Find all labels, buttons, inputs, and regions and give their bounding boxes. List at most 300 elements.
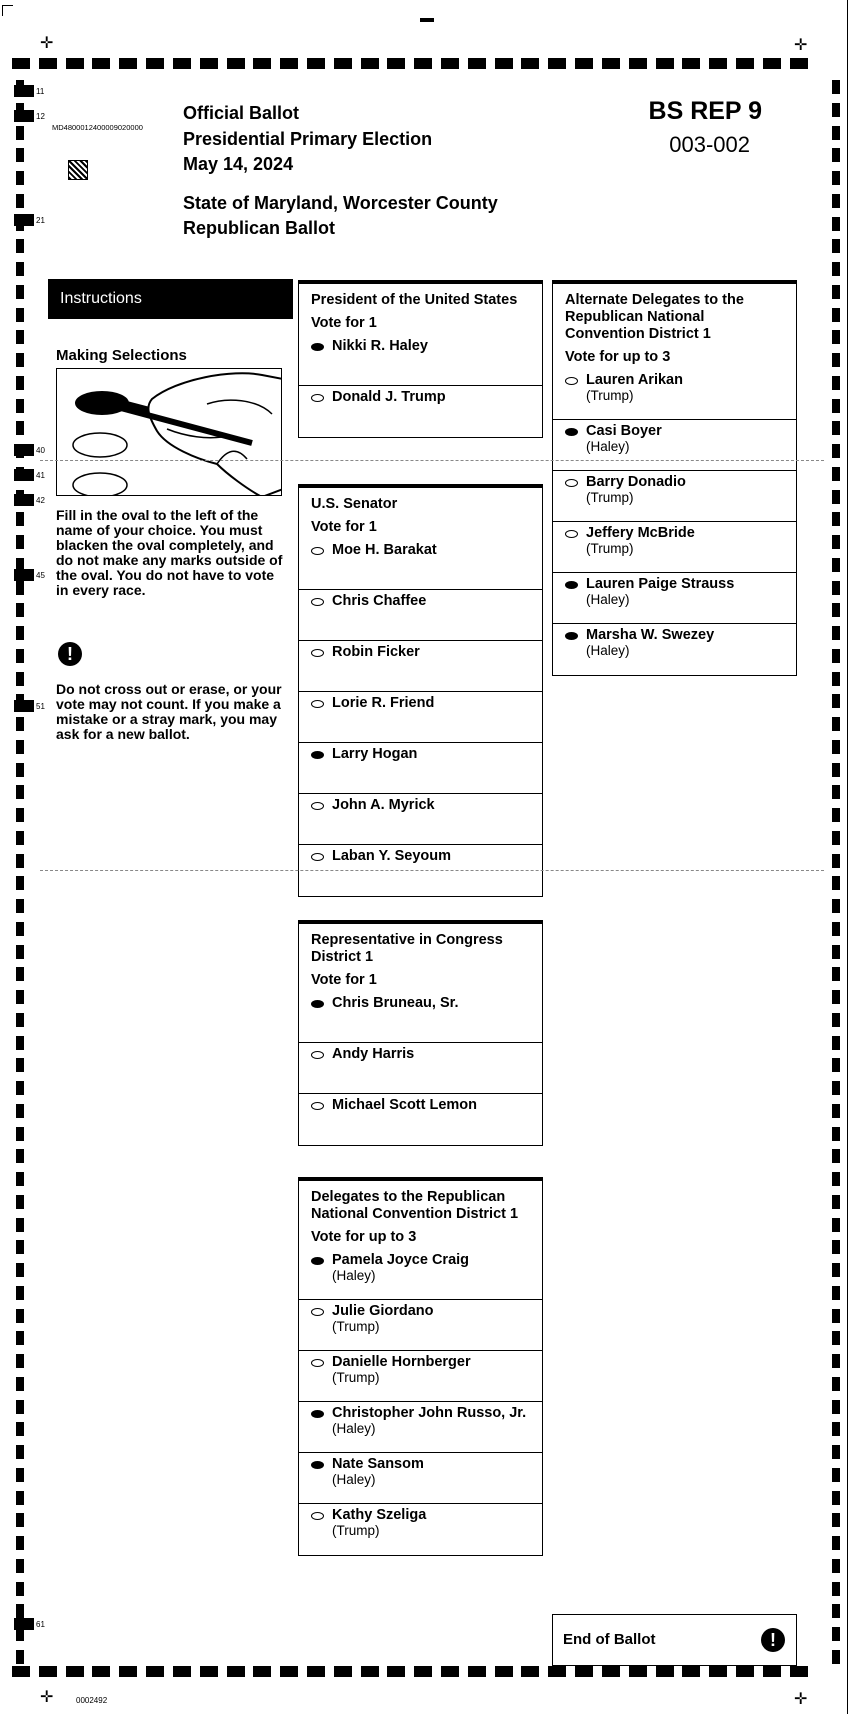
jurisdiction: State of Maryland, Worcester County — [183, 193, 498, 213]
timing-dash — [16, 831, 24, 845]
timing-dash — [16, 581, 24, 595]
making-selections-heading: Making Selections — [56, 347, 187, 364]
empty-oval[interactable] — [311, 700, 324, 708]
timing-dash — [361, 58, 379, 69]
timing-dash — [92, 58, 110, 69]
contest-title: Delegates to the Republican National Convention District 1 — [311, 1189, 519, 1222]
timing-dash — [832, 1240, 840, 1254]
candidate-affiliation: (Trump) — [586, 388, 634, 403]
timing-dash — [39, 58, 57, 69]
timing-dash — [832, 103, 840, 117]
timing-dash — [146, 1666, 164, 1677]
top-left-corner — [2, 5, 13, 16]
timing-dash — [832, 1331, 840, 1345]
candidate-option[interactable] — [299, 1504, 542, 1555]
candidate-affiliation: (Trump) — [332, 1319, 380, 1334]
timing-dash — [16, 1013, 24, 1027]
contest-president — [298, 280, 543, 438]
candidate-name: Barry Donadio — [586, 474, 686, 490]
barcode-text: MD4800012400009020000 — [52, 123, 143, 132]
timing-dash — [736, 1666, 754, 1677]
timing-dash — [832, 649, 840, 663]
timing-dash — [832, 626, 840, 640]
timing-dash — [253, 58, 271, 69]
timing-dash — [16, 1377, 24, 1391]
candidate-option[interactable] — [553, 471, 796, 522]
timing-dash — [16, 1081, 24, 1095]
timing-dash — [832, 1127, 840, 1141]
candidate-option[interactable] — [299, 992, 542, 1043]
timing-dash — [832, 1104, 840, 1118]
empty-oval[interactable] — [311, 1512, 324, 1520]
timing-dash — [16, 1354, 24, 1368]
timing-dash — [16, 399, 24, 413]
party-ballot: Republican Ballot — [183, 218, 336, 238]
timing-dash — [832, 581, 840, 595]
candidate-name: Larry Hogan — [332, 746, 418, 762]
candidate-option[interactable] — [299, 1094, 542, 1145]
timing-mark-label: 51 — [36, 702, 45, 711]
candidate-name: Christopher John Russo, Jr. — [332, 1405, 527, 1421]
timing-dash — [119, 1666, 137, 1677]
timing-dash — [832, 308, 840, 322]
timing-dash — [414, 1666, 432, 1677]
timing-dash — [832, 808, 840, 822]
timing-dash — [832, 1536, 840, 1550]
timing-dash — [16, 603, 24, 617]
timing-dash — [832, 967, 840, 981]
timing-mark — [14, 700, 34, 712]
timing-dash — [709, 58, 727, 69]
timing-dash — [12, 58, 30, 69]
marking-illustration — [56, 368, 282, 496]
timing-dash — [173, 58, 191, 69]
candidate-name: Julie Giordano — [332, 1303, 434, 1319]
timing-dash — [832, 1422, 840, 1436]
timing-dash — [832, 1286, 840, 1300]
timing-dash — [832, 1491, 840, 1505]
timing-dash — [16, 717, 24, 731]
timing-dash — [832, 694, 840, 708]
timing-dash — [441, 1666, 459, 1677]
timing-mark-label: 41 — [36, 471, 45, 480]
candidate-option[interactable] — [299, 743, 542, 794]
timing-dash — [709, 1666, 727, 1677]
timing-dash — [832, 217, 840, 231]
timing-dash — [307, 1666, 325, 1677]
timing-dash — [16, 1263, 24, 1277]
timing-dash — [16, 1309, 24, 1323]
timing-dash — [832, 1354, 840, 1368]
empty-oval[interactable] — [311, 547, 324, 555]
candidate-name: Donald J. Trump — [332, 389, 446, 405]
timing-dash — [280, 1666, 298, 1677]
candidate-name: Lauren Arikan — [586, 372, 683, 388]
timing-dash — [16, 1445, 24, 1459]
filled-oval[interactable] — [311, 1000, 324, 1008]
timing-dash — [227, 1666, 245, 1677]
top-fold-mark — [420, 18, 434, 22]
vote-for-instruction: Vote for 1 — [311, 519, 377, 535]
timing-dash — [832, 558, 840, 572]
registration-crosshair: ✛ — [794, 37, 808, 54]
filled-oval[interactable] — [311, 343, 324, 351]
timing-dash — [832, 672, 840, 686]
candidate-option[interactable] — [299, 641, 542, 692]
empty-oval[interactable] — [565, 479, 578, 487]
timing-dash — [16, 1195, 24, 1209]
timing-dash — [575, 58, 593, 69]
timing-dash — [832, 717, 840, 731]
filled-oval[interactable] — [311, 1410, 324, 1418]
timing-dash — [468, 58, 486, 69]
timing-dash — [832, 990, 840, 1004]
timing-dash — [387, 58, 405, 69]
timing-dash — [16, 1422, 24, 1436]
timing-dash — [832, 922, 840, 936]
candidate-name: Chris Chaffee — [332, 593, 427, 609]
timing-dash — [832, 1650, 840, 1664]
timing-dash — [280, 58, 298, 69]
timing-dash — [832, 1604, 840, 1618]
timing-dash — [548, 58, 566, 69]
vote-for-instruction: Vote for up to 3 — [311, 1229, 417, 1245]
fill-instructions: Fill in the oval to the left of the name of your choice. You must blacken the oval completely, and do not make any marks outside of the oval. You do not have to vote in every race. — [56, 507, 283, 598]
timing-dash — [832, 490, 840, 504]
vote-for-instruction: Vote for 1 — [311, 972, 377, 988]
timing-dash — [16, 1331, 24, 1345]
election-name: Presidential Primary Election — [183, 129, 433, 149]
exclamation-icon: ! — [58, 642, 82, 666]
filled-oval[interactable] — [311, 1257, 324, 1265]
timing-dash — [387, 1666, 405, 1677]
registration-crosshair: ✛ — [794, 1691, 808, 1708]
filled-oval[interactable] — [565, 632, 578, 640]
timing-dash — [832, 330, 840, 344]
timing-dash — [602, 58, 620, 69]
timing-dash — [66, 58, 84, 69]
timing-dash — [656, 58, 674, 69]
timing-dash — [16, 945, 24, 959]
timing-dash — [16, 126, 24, 140]
timing-dash — [414, 58, 432, 69]
timing-dash — [16, 308, 24, 322]
candidate-name: Lorie R. Friend — [332, 695, 435, 711]
candidate-affiliation: (Trump) — [586, 541, 634, 556]
timing-mark-label: 12 — [36, 112, 45, 121]
filled-oval[interactable] — [565, 428, 578, 436]
timing-dash — [16, 785, 24, 799]
timing-dash — [16, 262, 24, 276]
candidate-name: Nikki R. Haley — [332, 338, 428, 354]
timing-dash — [832, 512, 840, 526]
timing-dash — [16, 876, 24, 890]
candidate-option[interactable] — [299, 335, 542, 386]
candidate-name: Michael Scott Lemon — [332, 1097, 478, 1113]
timing-dash — [16, 285, 24, 299]
candidate-affiliation: (Haley) — [586, 643, 630, 658]
timing-dash — [763, 58, 781, 69]
candidate-name: Kathy Szeliga — [332, 1507, 427, 1523]
timing-dash — [832, 899, 840, 913]
filled-oval[interactable] — [311, 751, 324, 759]
ballot-style: BS REP 9 — [648, 97, 762, 125]
timing-dash — [832, 535, 840, 549]
contest-representative-in-congress — [298, 920, 543, 1146]
timing-dash — [790, 58, 808, 69]
timing-dash — [92, 1666, 110, 1677]
timing-dash — [832, 80, 840, 94]
candidate-name: Chris Bruneau, Sr. — [332, 995, 459, 1011]
candidate-affiliation: (Haley) — [586, 592, 630, 607]
end-of-ballot-box — [552, 1614, 797, 1666]
timing-dash — [832, 1172, 840, 1186]
timing-dash — [16, 854, 24, 868]
timing-dash — [521, 58, 539, 69]
timing-dash — [832, 262, 840, 276]
candidate-option[interactable] — [299, 1300, 542, 1351]
empty-oval[interactable] — [311, 394, 324, 402]
candidate-affiliation: (Haley) — [332, 1472, 376, 1487]
timing-dash — [832, 467, 840, 481]
candidate-option[interactable] — [299, 1043, 542, 1094]
precinct-number: 003-002 — [669, 132, 750, 157]
candidate-name: Pamela Joyce Craig — [332, 1252, 470, 1268]
empty-oval[interactable] — [311, 649, 324, 657]
timing-dash — [548, 1666, 566, 1677]
candidate-option[interactable] — [299, 1453, 542, 1504]
filled-oval[interactable] — [311, 1461, 324, 1469]
top-timing-track — [12, 58, 808, 69]
timing-dash — [16, 1513, 24, 1527]
timing-dash — [832, 854, 840, 868]
empty-oval[interactable] — [311, 853, 324, 861]
timing-dash — [16, 1218, 24, 1232]
timing-dash — [16, 1604, 24, 1618]
timing-dash — [16, 626, 24, 640]
candidate-option[interactable] — [299, 1402, 542, 1453]
timing-dash — [12, 1666, 30, 1677]
candidate-option[interactable] — [299, 1249, 542, 1300]
timing-dash — [16, 990, 24, 1004]
timing-dash — [361, 1666, 379, 1677]
timing-mark — [14, 469, 34, 481]
timing-dash — [16, 535, 24, 549]
timing-dash — [832, 945, 840, 959]
timing-dash — [832, 444, 840, 458]
timing-dash — [736, 58, 754, 69]
timing-dash — [832, 399, 840, 413]
timing-dash — [832, 763, 840, 777]
timing-dash — [832, 1559, 840, 1573]
timing-mark — [14, 444, 34, 456]
timing-dash — [790, 1666, 808, 1677]
timing-dash — [334, 58, 352, 69]
timing-dash — [832, 1468, 840, 1482]
timing-dash — [16, 1240, 24, 1254]
timing-dash — [832, 785, 840, 799]
empty-oval[interactable] — [311, 1051, 324, 1059]
timing-dash — [832, 1309, 840, 1323]
timing-dash — [39, 1666, 57, 1677]
empty-oval[interactable] — [311, 802, 324, 810]
timing-dash — [832, 603, 840, 617]
timing-dash — [16, 1650, 24, 1664]
timing-dash — [16, 899, 24, 913]
candidate-option[interactable] — [553, 624, 796, 675]
timing-dash — [16, 1036, 24, 1050]
empty-oval[interactable] — [311, 1308, 324, 1316]
timing-dash — [16, 376, 24, 390]
timing-dash — [832, 1149, 840, 1163]
timing-dash — [227, 58, 245, 69]
candidate-name: Robin Ficker — [332, 644, 420, 660]
timing-dash — [832, 353, 840, 367]
contest-us-senator — [298, 484, 543, 897]
timing-dash — [16, 1582, 24, 1596]
timing-mark-label: 42 — [36, 496, 45, 505]
timing-dash — [16, 1536, 24, 1550]
candidate-option[interactable] — [299, 692, 542, 743]
timing-dash — [16, 148, 24, 162]
candidate-affiliation: (Haley) — [586, 439, 630, 454]
timing-dash — [495, 58, 513, 69]
timing-dash — [629, 1666, 647, 1677]
timing-dash — [16, 1286, 24, 1300]
timing-dash — [832, 1377, 840, 1391]
candidate-option[interactable] — [553, 420, 796, 471]
timing-mark-label: 21 — [36, 216, 45, 225]
timing-dash — [832, 239, 840, 253]
candidate-name: Jeffery McBride — [586, 525, 695, 541]
exclamation-icon: ! — [761, 1628, 785, 1652]
candidate-option[interactable] — [553, 522, 796, 573]
candidate-option[interactable] — [299, 1351, 542, 1402]
timing-dash — [682, 58, 700, 69]
contest-title: Alternate Delegates to the Republican National Convention District 1 — [565, 292, 744, 342]
timing-dash — [832, 876, 840, 890]
timing-mark — [14, 214, 34, 226]
timing-dash — [832, 1013, 840, 1027]
timing-dash — [16, 922, 24, 936]
candidate-name: John A. Myrick — [332, 797, 435, 813]
vote-for-instruction: Vote for 1 — [311, 315, 377, 331]
empty-oval[interactable] — [565, 377, 578, 385]
end-of-ballot-label: End of Ballot — [563, 1631, 656, 1648]
timing-dash — [832, 1218, 840, 1232]
timing-dash — [16, 194, 24, 208]
timing-dash — [832, 148, 840, 162]
timing-dash — [16, 1559, 24, 1573]
contest-title: U.S. Senator — [311, 496, 398, 512]
timing-dash — [16, 649, 24, 663]
candidate-option[interactable] — [299, 539, 542, 590]
timing-mark-label: 40 — [36, 446, 45, 455]
timing-dash — [66, 1666, 84, 1677]
timing-dash — [832, 126, 840, 140]
timing-dash — [521, 1666, 539, 1677]
footer-code: 0002492 — [76, 1696, 108, 1705]
contest-title: President of the United States — [311, 292, 518, 308]
timing-dash — [602, 1666, 620, 1677]
timing-dash — [575, 1666, 593, 1677]
candidate-name: Danielle Hornberger — [332, 1354, 471, 1370]
timing-dash — [334, 1666, 352, 1677]
timing-dash — [832, 831, 840, 845]
candidate-option[interactable] — [553, 369, 796, 420]
timing-dash — [253, 1666, 271, 1677]
empty-oval[interactable] — [565, 530, 578, 538]
timing-dash — [200, 1666, 218, 1677]
warning-instructions: Do not cross out or erase, or your vote may not count. If you make a mistake or a stray mark, you may ask for a new ballot. — [56, 681, 282, 742]
empty-oval[interactable] — [311, 1359, 324, 1367]
timing-mark — [14, 85, 34, 97]
candidate-option[interactable] — [299, 386, 542, 437]
right-timing-track — [832, 80, 840, 1664]
timing-dash — [16, 1491, 24, 1505]
timing-dash — [629, 58, 647, 69]
timing-mark-label: 45 — [36, 571, 45, 580]
timing-dash — [119, 58, 137, 69]
timing-dash — [16, 1172, 24, 1186]
timing-dash — [307, 58, 325, 69]
candidate-option[interactable] — [299, 590, 542, 641]
timing-dash — [16, 1149, 24, 1163]
timing-dash — [16, 330, 24, 344]
left-timing-track — [16, 80, 24, 1664]
candidate-name: Lauren Paige Strauss — [586, 576, 735, 592]
timing-dash — [441, 58, 459, 69]
contest-alternate-delegates — [552, 280, 797, 676]
candidate-option[interactable] — [553, 573, 796, 624]
candidate-name: Moe H. Barakat — [332, 542, 437, 558]
top-right-edge — [847, 0, 848, 1714]
empty-oval[interactable] — [311, 598, 324, 606]
filled-oval[interactable] — [565, 581, 578, 589]
candidate-affiliation: (Haley) — [332, 1421, 376, 1436]
timing-dash — [832, 285, 840, 299]
timing-dash — [16, 672, 24, 686]
candidate-name: Nate Sansom — [332, 1456, 424, 1472]
timing-dash — [832, 376, 840, 390]
timing-dash — [832, 421, 840, 435]
vote-for-instruction: Vote for up to 3 — [565, 349, 671, 365]
candidate-affiliation: (Trump) — [586, 490, 634, 505]
timing-dash — [682, 1666, 700, 1677]
timing-dash — [16, 1468, 24, 1482]
timing-dash — [16, 763, 24, 777]
timing-dash — [832, 1195, 840, 1209]
timing-dash — [832, 1627, 840, 1641]
timing-dash — [656, 1666, 674, 1677]
timing-mark-label: 61 — [36, 1620, 45, 1629]
timing-dash — [200, 58, 218, 69]
candidate-name: Laban Y. Seyoum — [332, 848, 451, 864]
candidate-name: Marsha W. Swezey — [586, 627, 715, 643]
empty-oval[interactable] — [311, 1102, 324, 1110]
timing-dash — [495, 1666, 513, 1677]
timing-dash — [832, 194, 840, 208]
timing-dash — [146, 58, 164, 69]
candidate-affiliation: (Trump) — [332, 1523, 380, 1538]
timing-dash — [832, 1081, 840, 1095]
timing-mark — [14, 110, 34, 122]
timing-dash — [16, 353, 24, 367]
timing-dash — [16, 171, 24, 185]
timing-dash — [16, 967, 24, 981]
timing-dash — [763, 1666, 781, 1677]
candidate-option[interactable] — [299, 794, 542, 845]
